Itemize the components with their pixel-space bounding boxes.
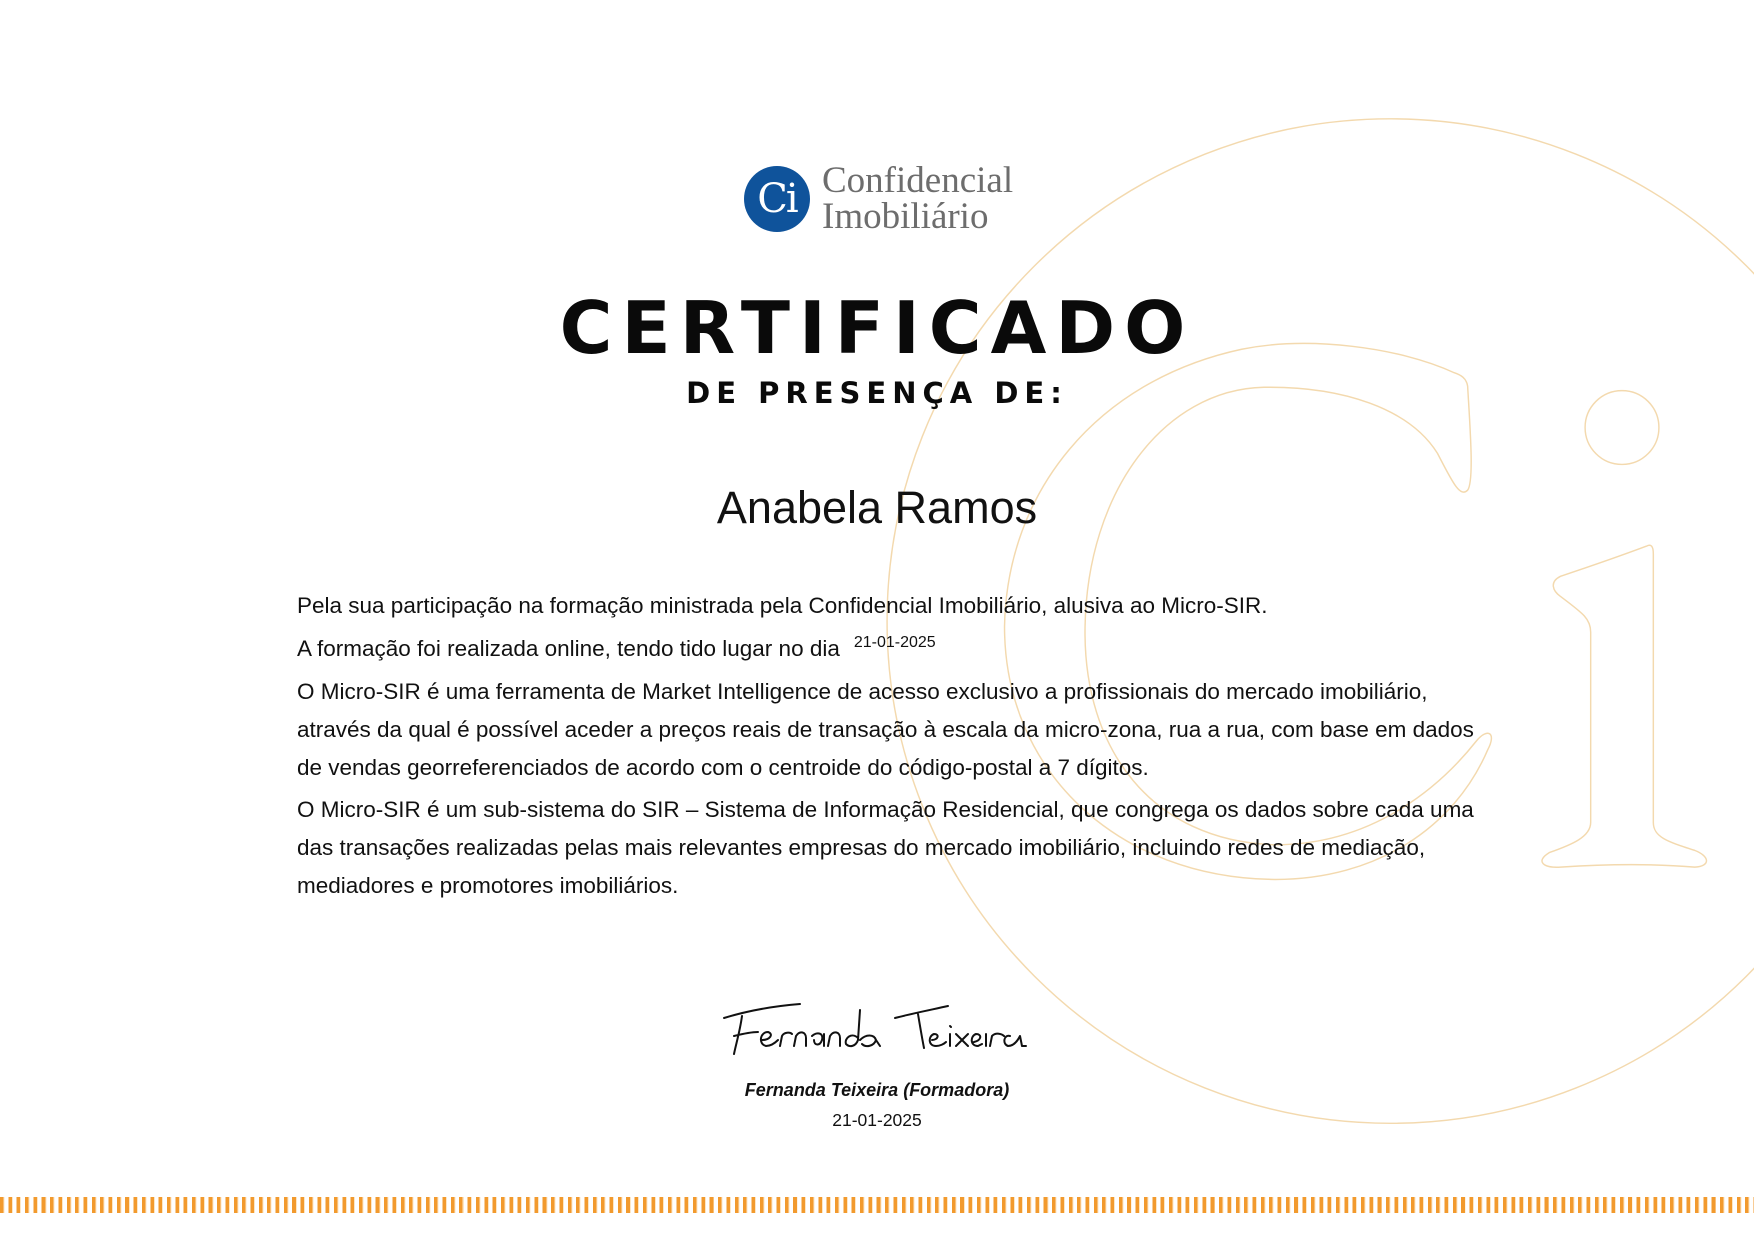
certificate-body [297, 591, 1497, 905]
logo-text [822, 160, 1014, 237]
footer-stripe-border [0, 1197, 1754, 1213]
body-paragraph-1: Pela sua participação na formação ministrada pela Confidencial Imobiliário, alusiva ao Micro-SIR. [297, 593, 1268, 618]
handwritten-signature [720, 996, 1030, 1066]
logo-badge: Ci [744, 166, 810, 232]
body-paragraph-3: O Micro-SIR é uma ferramenta de Market Intelligence de acesso exclusivo a profissionais do mercado imobiliário, através da qual é possível aceder a preços reais de transação à escala da micro-zona, rua a rua, com base em dados de vendas georreferenciados de acordo com o centroide do código-postal a 7 dígitos. [297, 679, 1474, 780]
training-date-text: A formação foi realizada online, tendo tido lugar no dia [297, 636, 840, 661]
signer-caption: Fernanda Teixeira (Formadora) [744, 1080, 1010, 1100]
signature-date: 21-01-2025 [832, 1110, 922, 1130]
logo-line-2: Imobiliário [822, 196, 989, 237]
logo-line-1: Confidencial [822, 160, 1014, 201]
certificate-title: CERTIFICADO [559, 286, 1195, 370]
body-paragraph-4: O Micro-SIR é um sub-sistema do SIR – Sistema de Informação Residencial, que congrega os dados sobre cada uma das transações realizadas pelas mais relevantes empresas do mercado imobiliário, incluindo redes de mediação, mediadores e promotores imobiliários. [297, 797, 1474, 898]
body-paragraph-2 [297, 634, 1497, 667]
company-logo [744, 160, 1014, 237]
certificate-subtitle: DE PRESENÇA DE: [686, 376, 1068, 410]
training-date: 21-01-2025 [853, 634, 936, 651]
watermark-i-stem [1542, 545, 1706, 867]
recipient-name: Anabela Ramos [716, 482, 1038, 533]
